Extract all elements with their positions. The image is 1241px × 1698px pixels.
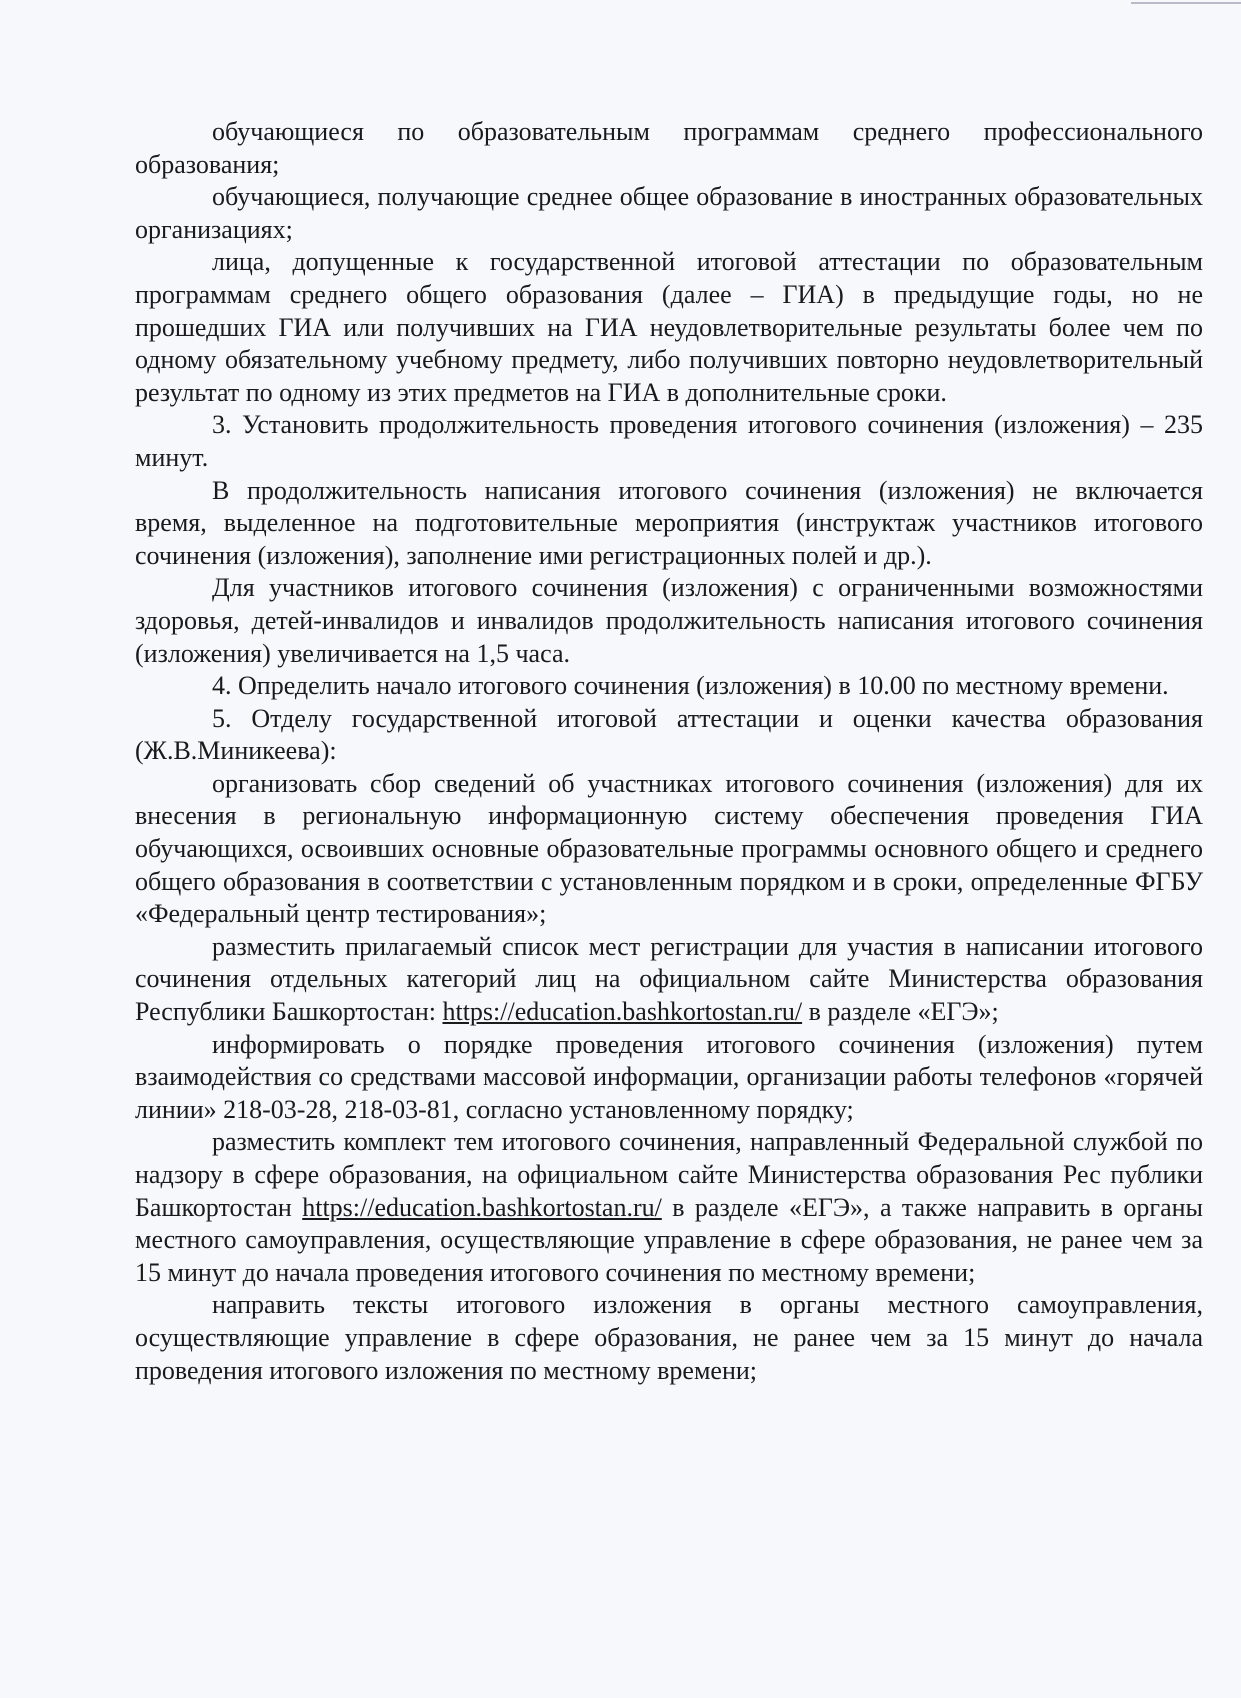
- paragraph-11: информировать о порядке проведения итогового сочинения (изложения) путем взаимодействия со средствами массовой информации, организации работы телефонов «горячей линии» 218-03-28, 218-03-81, согласно установленному порядку;: [135, 1029, 1203, 1124]
- paragraph-12: [135, 1126, 1203, 1289]
- paragraph-8: 5. Отделу государственной итоговой аттестации и оценки качества образования (Ж.В.Миникеева):: [135, 703, 1203, 766]
- paragraph-13: направить тексты итогового изложения в органы местного самоуправления, осуществляющие управление в сфере образования, не ранее чем за 15 минут до начала проведения итогового изложения по местному времени;: [135, 1290, 1203, 1385]
- education-site-link-2[interactable]: https://education.bashkortostan.ru/: [302, 1192, 662, 1222]
- paragraph-12-text-before: разместить комплект тем итогового сочинения, направленный Федеральной службой по надзору в сфере образования, на официальном сайте Министерства образования Рес публики Башкортостан: [135, 1127, 1203, 1222]
- document-body: [135, 116, 1203, 1387]
- scan-edge-mark: [1131, 2, 1241, 4]
- paragraph-3: лица, допущенные к государственной итоговой аттестации по образовательным программам среднего общего образования (далее – ГИА) в предыдущие годы, но не прошедших ГИА или получивших на ГИА неудовлетворительные результаты более чем по одному обязательному учебному предмету, либо получивших повторно неудовлетворительный результат по одному из этих предметов на ГИА в дополнительные сроки.: [135, 247, 1203, 407]
- paragraph-9: организовать сбор сведений об участниках итогового сочинения (изложения) для их внесения в региональную информационную систему обеспечения проведения ГИА обучающихся, освоивших основные образовательные программы основного общего и среднего общего образования в соответствии с установленным порядком и в сроки, определенные ФГБУ «Федеральный центр тестирования»;: [135, 768, 1203, 929]
- paragraph-10: [135, 931, 1203, 1029]
- paragraph-10-text-before: разместить прилагаемый список мест регистрации для участия в написании итогового сочинения отдельных категорий лиц на официальном сайте Министерства образования Республики Башкортостан:: [135, 931, 1203, 1027]
- paragraph-4: 3. Установить продолжительность проведения итогового сочинения (изложения) – 235 минут.: [135, 410, 1203, 472]
- paragraph-10-text-after: в разделе «ЕГЭ»;: [802, 997, 999, 1027]
- paragraph-2: обучающиеся, получающие среднее общее образование в иностранных образовательных организациях;: [135, 182, 1203, 244]
- paragraph-6: Для участников итогового сочинения (изложения) с ограниченными возможностями здоровья, детей-инвалидов и инвалидов продолжительность написания итогового сочинения (изложения) увеличивается на 1,5 часа.: [135, 573, 1203, 668]
- paragraph-12-text-after: в разделе «ЕГЭ», а также направить в органы местного самоуправления, осуществляющие управление в сфере образования, не ранее чем за 15 минут до начала проведения итогового сочинения по местному времени;: [135, 1192, 1203, 1287]
- paragraph-1: обучающиеся по образовательным программам среднего профессионального образования;: [135, 117, 1203, 179]
- paragraph-5: В продолжительность написания итогового сочинения (изложения) не включается время, выделенное на подготовительные мероприятия (инструктаж участников итогового сочинения (изложения), заполнение ими регистрационных полей и др.).: [135, 475, 1203, 570]
- education-site-link[interactable]: https://education.bashkortostan.ru/: [442, 997, 803, 1027]
- paragraph-7: 4. Определить начало итогового сочинения (изложения) в 10.00 по местному времени.: [212, 671, 1169, 701]
